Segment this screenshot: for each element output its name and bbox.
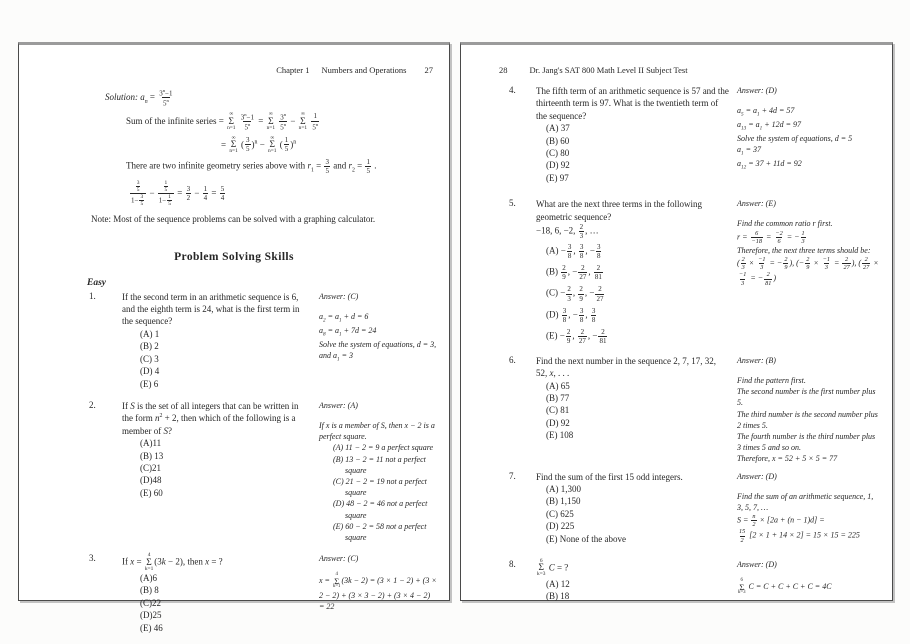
page-number: 27 (424, 65, 433, 75)
choice-list (546, 122, 729, 184)
choice: (B) 8 (140, 585, 159, 596)
explanation (737, 579, 880, 596)
explanation-line: and $a_1 = 3$ (319, 350, 353, 363)
answer-label: Answer: (D) (737, 86, 777, 95)
explanation-line: The second number is the first number plus 5. (737, 387, 876, 408)
choice: (D) 225 (546, 521, 575, 532)
choice: (A) 65 (546, 380, 570, 391)
problem-1 (89, 291, 437, 390)
problem-number: 2. (89, 399, 96, 410)
choice-list (140, 572, 311, 634)
choice: (B) 2 (140, 341, 159, 352)
choice: (B) 77 (546, 393, 570, 404)
problem-number: 5. (509, 198, 516, 209)
choice: (A) − $\frac{3}{8}$ , $\frac{3}{8}$ , − $\frac{3}{8}$ (546, 243, 601, 261)
explanation-line: Therefore, x = 52 + 5 × 5 = 77 (737, 454, 838, 464)
left-problem-list (89, 291, 437, 634)
choice: (D) $\frac{3}{8}$ , − $\frac{3}{8}$ , $\frac{3}{8}$ (546, 306, 596, 324)
explanation (319, 573, 437, 612)
explanation-line: If x is a member of S, then x − 2 is a perfect square. (319, 421, 435, 442)
problem-number: 8. (509, 558, 516, 569)
explanation-line: $a_5 = a_1 + 4d = 57$ (737, 106, 795, 118)
explanation (737, 491, 880, 544)
section-title: Problem Solving Skills (174, 250, 294, 263)
choice: (D)25 (140, 610, 162, 621)
choice-list (546, 483, 729, 545)
choice-list (546, 243, 729, 345)
choice: (D) 92 (546, 160, 570, 171)
choice: (B) 60 (546, 135, 570, 146)
explanation (737, 105, 880, 172)
solution-line: Solution: $a_n$ = $\frac{3^n-1}{5^n}$ (105, 88, 173, 108)
right-page-header (499, 65, 892, 75)
choice: (C) 80 (546, 148, 570, 159)
choice: (A) 1 (140, 328, 160, 339)
choice: (B) $\frac{2}{9}$ , − $\frac{2}{27}$ , $\frac{2}{81}$ (546, 264, 602, 282)
problem-number: 3. (89, 553, 96, 564)
book-title: Dr. Jang's SAT 800 Math Level II Subject Test (529, 65, 688, 75)
choice: (B) 1,150 (546, 496, 581, 507)
question-text: What are the next three terms in the following geometric sequence? −18, 6, −2, $\frac{2}{3}$ , … (536, 199, 702, 241)
explanation-line: Solve the system of equations, d = 5 (737, 133, 853, 143)
choice: (A)6 (140, 573, 157, 583)
answer-label: Answer: (B) (737, 355, 776, 365)
choice: (E) 6 (140, 378, 159, 389)
choice: (D)48 (140, 475, 162, 486)
choice: (C)21 (140, 462, 161, 473)
choice: (C) 81 (546, 405, 570, 416)
choice: (A) 1,300 (546, 483, 581, 494)
right-problem-list (509, 85, 880, 603)
explanation (319, 311, 437, 364)
choice: (C)22 (140, 597, 161, 608)
choice: (B) 13 (140, 450, 164, 461)
difficulty-label: Easy (87, 277, 106, 288)
choice: (E) 60 (140, 487, 163, 498)
explanation (737, 375, 880, 465)
explanation-line: Therefore, the next three terms should be: (737, 245, 871, 255)
question-text: Find the sum of the first 15 odd integers. (536, 471, 683, 482)
choice: (C) 3 (140, 353, 159, 364)
explanation-option-line: (C) 21 − 2 = 19 not a perfect square (333, 477, 427, 498)
answer-label: Answer: (C) (319, 554, 359, 564)
question-text: If the second term in an arithmetic sequence is 6, and the eighth term is 24, what is the first term in the sequence? (122, 291, 300, 327)
explanation-option-line: (A) 11 − 2 = 9 a perfect square (333, 443, 434, 453)
solution-line: There are two infinite geometry series above with $r_1$ = $\frac{3}{5}$ and $r_2$ = $\frac{1}{5}$ . (126, 158, 377, 176)
choice: (A)11 (140, 438, 162, 449)
page-number: 28 (499, 65, 508, 75)
choice: (C) − $\frac{2}{3}$ , $\frac{2}{9}$ , − $\frac{2}{27}$ (546, 285, 604, 303)
problem-number: 6. (509, 354, 516, 365)
explanation-line: Solve the system of equations, d = 3, (319, 339, 437, 349)
explanation-option-line: (B) 13 − 2 = 11 not a perfect square (333, 454, 426, 475)
explanation-line: S = $\frac{n}{2}$ × [2a + (n − 1)d] = (737, 513, 825, 529)
choice: (E) None of the above (546, 533, 626, 544)
explanation (319, 420, 437, 442)
question-text: The fifth term of an arithmetic sequence is 57 and the thirteenth term is 97. What is the twentieth term of the sequence? (536, 86, 729, 121)
explanation (737, 218, 880, 286)
question-text: Find the next number in the sequence 2, 7, 17, 32, 52, x, . . . (536, 355, 716, 379)
question-text: If S is the set of all integers that can be written in the form $n^2 + 2$, then which of the following is a member of S? (122, 400, 299, 436)
problem-2 (89, 400, 437, 543)
problem-3 (89, 553, 437, 634)
choice: (E) − $\frac{2}{9}$ , $\frac{2}{27}$ , − $\frac{2}{81}$ (546, 327, 607, 345)
left-page-header (19, 65, 433, 75)
explanation-line: The fourth number is the third number plus 3 times 5 and so on. (737, 431, 876, 453)
choice: (A) 37 (546, 123, 570, 134)
problem-number: 7. (509, 470, 516, 481)
answer-label: Answer: (A) (319, 400, 358, 410)
problem-6 (509, 355, 880, 465)
choice: (E) 108 (546, 430, 574, 441)
explanation-line: x = 4 Σ k=1 (3k − 2) = (3 × 1 − 2) + (3 × 2 − 2) + (3 × 3 − 2) + (3 × 4 − 2) = 22 (319, 572, 437, 612)
explanation-line: 6 Σ k=3 C = C + C + C + C = 4C (738, 578, 832, 596)
explanation-line: $a_2 = a_1 + d = 6$ (319, 311, 369, 324)
answer-label: Answer: (C) (319, 291, 359, 301)
problem-7 (509, 471, 880, 545)
explanation-line: The third number is the second number plus 2 times 5. (737, 409, 878, 430)
explanation-line: Find the pattern first. (737, 376, 806, 385)
solution-block (86, 88, 439, 208)
explanation-line: $a_1 = 37$ (737, 145, 761, 157)
explanation-option-line: (D) 48 − 2 = 46 not a perfect square (333, 499, 428, 520)
answer-label: Answer: (D) (737, 559, 777, 569)
solution-line: Sum of the infinite series = ∞ Σ n=1 $\frac{3^n-1}{5^n}$ = ∞ Σ n=1 $\frac{3^n}{5^n}$ − ∞ Σ n=1 $\frac{1}{5^n}$ (126, 111, 319, 132)
choice: (C) 625 (546, 508, 574, 519)
choice: (D) 92 (546, 417, 570, 428)
choice: (A) 12 (546, 578, 570, 589)
explanation-line: Find the common ratio r first. (737, 219, 833, 229)
choice-list (140, 437, 311, 499)
explanation-line: $a_{12} = 37 + 11d = 92$ (737, 159, 802, 171)
choice-list (546, 380, 729, 442)
book-page-right (460, 42, 893, 601)
choice: (E) 97 (546, 172, 569, 183)
note-line: Note: Most of the sequence problems can be solved with a graphing calculator. (91, 213, 376, 224)
answer-label: Answer: (D) (737, 471, 777, 481)
explanation-line: r = $\frac{6}{-18}$ = $\frac{-2}{6}$ = − $\frac{1}{3}$ (737, 229, 805, 245)
choice: (B) 18 (546, 591, 570, 602)
choice: (D) 4 (140, 366, 160, 377)
question-text: If x = 4 Σ k=1 (3k − 2), then x = ? (122, 552, 223, 572)
explanation-line: $a_8 = a_1 + 7d = 24$ (319, 325, 377, 338)
solution-line: = ∞ Σ n=1 ( $\frac{3}{5}$ )$^n$ − ∞ Σ n=1 ( $\frac{1}{5}$ )$^n$ (221, 134, 297, 154)
problem-4 (509, 85, 880, 184)
explanation-option-line: (E) 60 − 2 = 58 not a perfect square (333, 521, 427, 542)
problem-5 (509, 198, 880, 349)
problem-number: 4. (509, 85, 516, 95)
answer-label: Answer: (E) (737, 199, 776, 209)
choice-list (546, 578, 729, 603)
chapter-label: Chapter 1 (276, 65, 310, 75)
solution-line: $\frac{3}{5}$ 1− $\frac{3}{5}$ − $\frac{1}{5}$ 1− $\frac{1}{5}$ = $\frac{3}{2}$ − $\frac{1}{4}$ = $\frac{5}{4}$ (131, 179, 225, 208)
choice: (E) 46 (140, 622, 163, 633)
problem-8 (509, 559, 880, 603)
explanation-line: Find the sum of an arithmetic sequence, 1, 3, 5, 7, … (737, 491, 874, 512)
choice-list (140, 328, 311, 390)
explanation-line: ( $\frac{2}{3}$ × $\frac{-1}{3}$ = − $\frac{2}{9}$ ), (− $\frac{2}{9}$ × $\frac{-1}{3}$ = $\frac{2}{27}$ ), ( $\frac{2}{27}$ × $\frac{-1}{3}$ = − $\frac{2}{81}$ ) (737, 256, 879, 287)
explanation-options (333, 442, 437, 543)
explanation-line: $a_{13} = a_1 + 12d = 97$ (737, 120, 801, 132)
question-text: 6 Σ k=3 C = ? (537, 557, 569, 578)
problem-number: 1. (89, 290, 96, 301)
book-page-left (18, 42, 450, 633)
explanation-line: $\frac{15}{2}$ [2 × 1 + 14 × 2] = 15 × 15 = 225 (739, 528, 860, 544)
section-label: Numbers and Operations (321, 65, 407, 75)
